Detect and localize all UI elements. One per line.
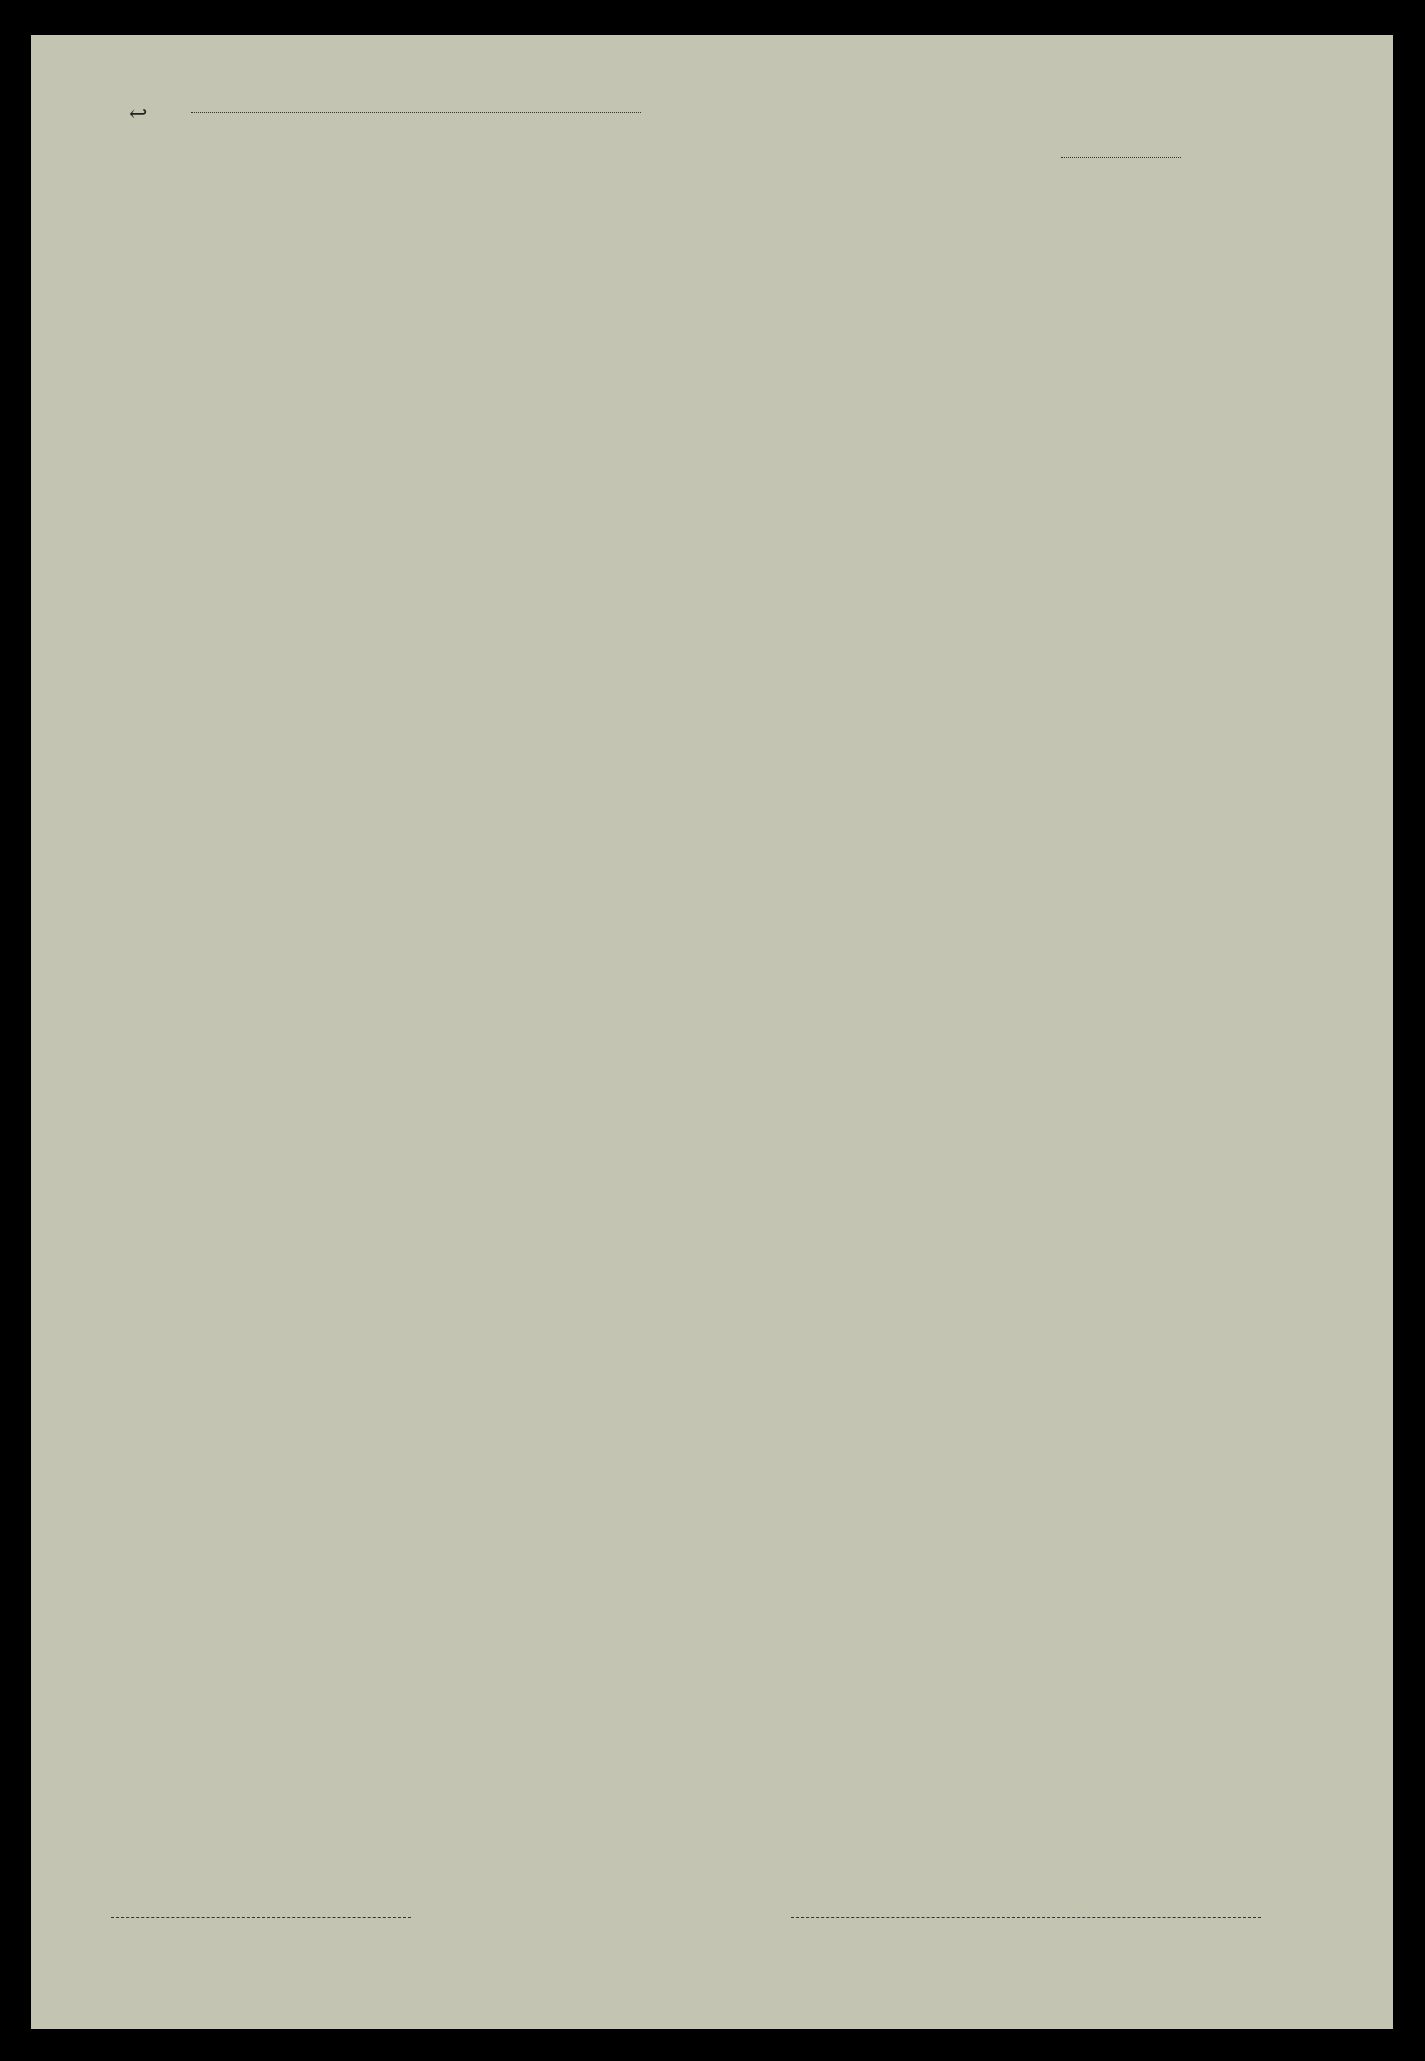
strength-table [31,35,1393,2029]
date-underline [111,1917,411,1918]
tick-mark-icon: ↩ [129,101,148,126]
signature-underline [791,1917,1261,1918]
form-page [31,35,1393,2029]
